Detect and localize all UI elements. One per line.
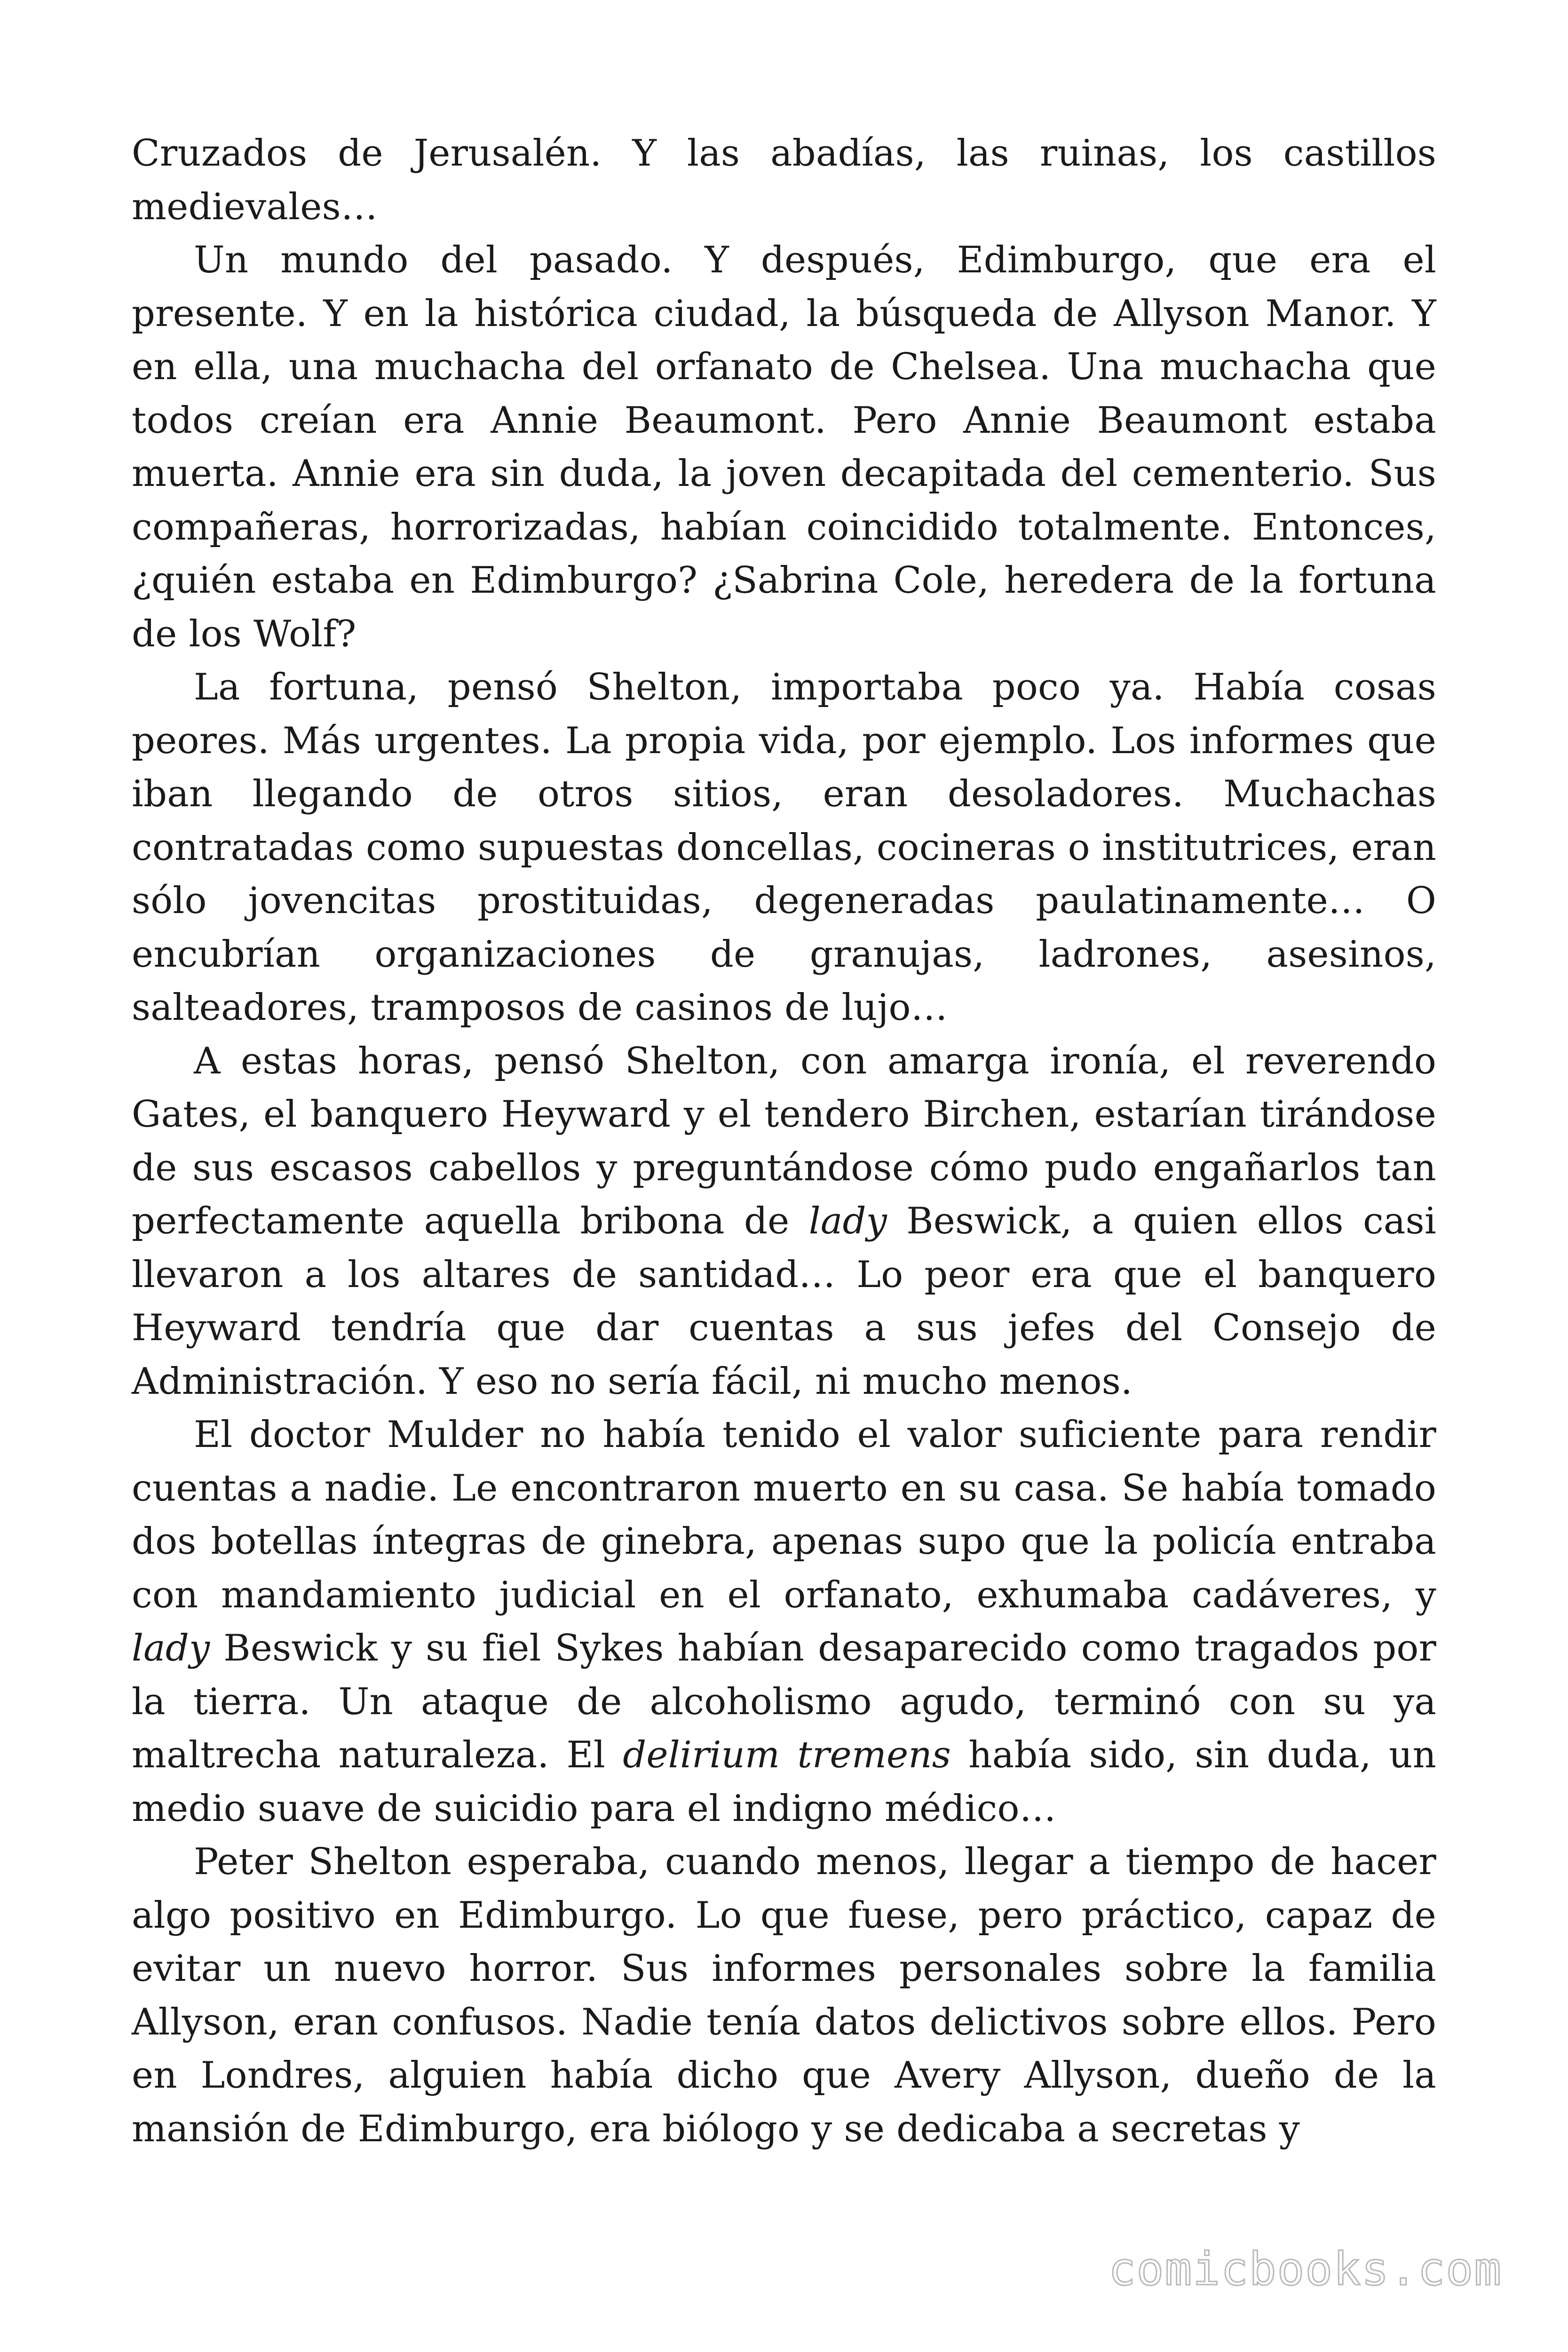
watermark-logo: comicbooks.com	[1108, 2243, 1502, 2296]
paragraph: Cruzados de Jerusalén. Y las abadías, las ruinas, los castillos medievales…	[132, 132, 1436, 228]
paragraph: A estas horas, pensó Shelton, con amarga ironía, el reverendo Gates, el banquero Heyward y el tendero Birchen, estarían tirándose de sus escasos cabellos y preguntándose cómo pudo engañarlos tan perfectamente aquella bribona de lady Beswick, a quien ellos casi llevaron a los altares de santidad… Lo peor era que el banquero Heyward tendría que dar cuentas a sus jefes del Consejo de Administración. Y eso no sería fácil, ni mucho menos.	[132, 1040, 1436, 1403]
paragraph: Peter Shelton esperaba, cuando menos, llegar a tiempo de hacer algo positivo en Edimburgo. Lo que fuese, pero práctico, capaz de evitar un nuevo horror. Sus informes personales sobre la familia Allyson, eran confusos. Nadie tenía datos delictivos sobre ellos. Pero en Londres, alguien había dicho que Avery Allyson, dueño de la mansión de Edimburgo, era biólogo y se dedicaba a secretas y	[132, 1841, 1436, 2150]
book-page-text	[132, 127, 1436, 2156]
paragraph: La fortuna, pensó Shelton, importaba poco ya. Había cosas peores. Más urgentes. La propia vida, por ejemplo. Los informes que iban llegando de otros sitios, eran desoladores. Muchachas contratadas como supuestas doncellas, cocineras o institutrices, eran sólo jovencitas prostituidas, degeneradas paulatinamente… O encubrían organizaciones de granujas, ladrones, asesinos, salteadores, tramposos de casinos de lujo…	[132, 666, 1436, 1029]
paragraph: Un mundo del pasado. Y después, Edimburgo, que era el presente. Y en la histórica ciudad, la búsqueda de Allyson Manor. Y en ella, una muchacha del orfanato de Chelsea. Una muchacha que todos creían era Annie Beaumont. Pero Annie Beaumont estaba muerta. Annie era sin duda, la joven decapitada del cementerio. Sus compañeras, horrorizadas, habían coincidido totalmente. Entonces, ¿quién estaba en Edimburgo? ¿Sabrina Cole, heredera de la fortuna de los Wolf?	[132, 239, 1436, 655]
paragraph: El doctor Mulder no había tenido el valor suficiente para rendir cuentas a nadie. Le encontraron muerto en su casa. Se había tomado dos botellas íntegras de ginebra, apenas supo que la policía entraba con mandamiento judicial en el orfanato, exhumaba cadáveres, y lady Beswick y su fiel Sykes habían desaparecido como tragados por la tierra. Un ataque de alcoholismo agudo, terminó con su ya maltrecha naturaleza. El delirium tremens había sido, sin duda, un medio suave de suicidio para el indigno médico…	[132, 1414, 1437, 1830]
